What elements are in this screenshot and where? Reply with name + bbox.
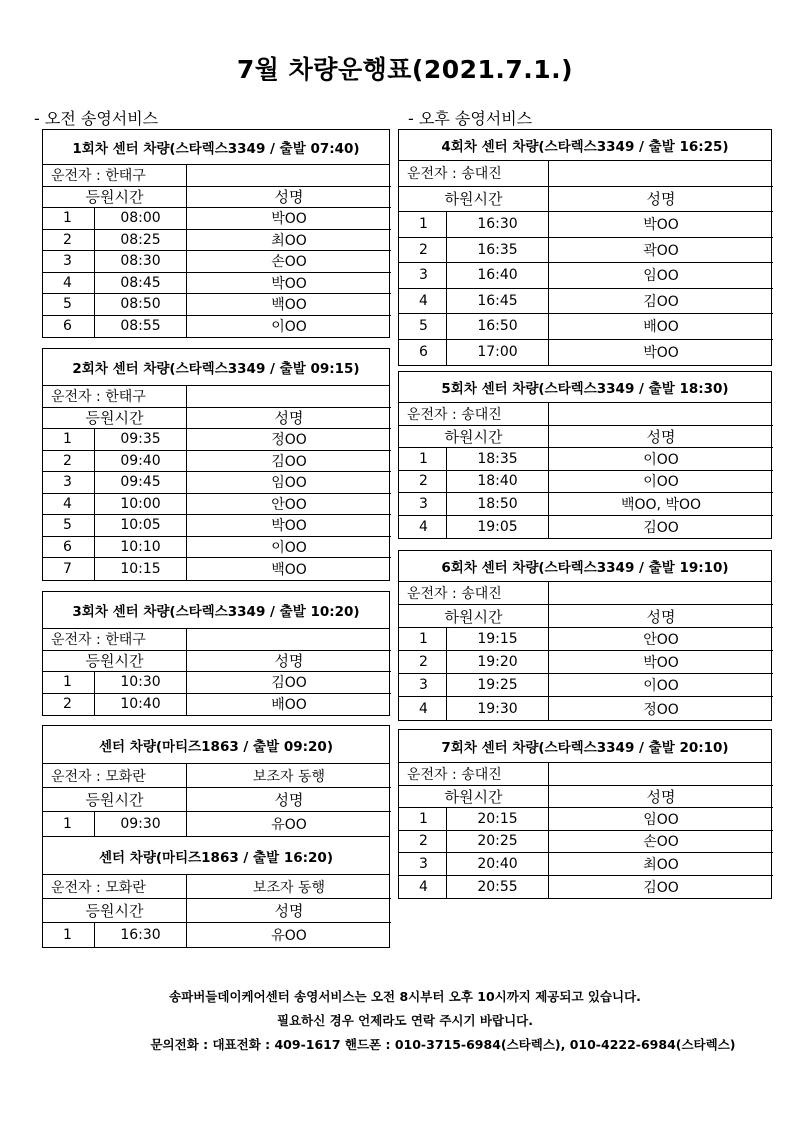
row-time: 08:45 <box>95 273 187 295</box>
table-row <box>43 273 389 295</box>
schedule-table <box>398 129 772 366</box>
row-name: 이OO <box>549 674 773 697</box>
table-row <box>399 808 771 831</box>
row-number: 3 <box>399 493 447 516</box>
row-name: 임OO <box>549 808 773 831</box>
row-time: 10:05 <box>95 515 187 537</box>
row-name: 정OO <box>187 429 391 451</box>
row-number: 4 <box>399 876 447 899</box>
schedule-title: 5회차 센터 차량(스타렉스3349 / 출발 18:30) <box>399 372 771 403</box>
row-time: 08:30 <box>95 251 187 273</box>
page-title: 7월 차량운행표(2021.7.1.) <box>236 55 574 84</box>
table-row <box>43 812 389 836</box>
row-name: 임OO <box>187 472 391 494</box>
row-time: 19:30 <box>447 697 549 720</box>
row-time: 10:30 <box>95 672 187 694</box>
row-number: 4 <box>399 697 447 720</box>
name-header: 성명 <box>549 605 773 628</box>
row-number: 4 <box>399 289 447 315</box>
row-name: 박OO <box>187 515 391 537</box>
row-name: 백OO, 박OO <box>549 493 773 516</box>
row-time: 08:25 <box>95 230 187 252</box>
table-row <box>43 672 389 694</box>
driver-name: 운전자 : 송대진 <box>399 582 549 605</box>
row-time: 18:50 <box>447 493 549 516</box>
table-row <box>399 831 771 854</box>
row-name: 유OO <box>271 817 307 833</box>
table-row <box>43 923 389 947</box>
row-number: 5 <box>43 515 95 537</box>
schedule-title: 7회차 센터 차량(스타렉스3349 / 출발 20:10) <box>399 730 771 763</box>
row-name: 이OO <box>271 319 307 336</box>
time-header: 등원시간 <box>43 408 187 430</box>
row-time: 16:40 <box>447 263 549 289</box>
footer-contact-request: 필요하신 경우 언제라도 연락 주시기 바랍니다. <box>277 1013 533 1028</box>
name-header: 성명 <box>549 786 773 809</box>
row-name: 이OO <box>187 537 391 559</box>
row-name: 손OO <box>549 831 773 854</box>
schedule-table <box>42 591 390 716</box>
row-number: 6 <box>43 537 95 559</box>
row-time: 09:35 <box>95 429 187 451</box>
schedule-table <box>42 348 390 581</box>
row-name: 최OO <box>549 853 773 876</box>
driver-name: 운전자 : 한태구 <box>43 386 187 408</box>
schedule-table <box>42 836 390 948</box>
table-row <box>43 694 389 716</box>
row-time: 20:55 <box>447 876 549 899</box>
row-time: 19:20 <box>447 651 549 674</box>
footer-phone-numbers: 문의전화 : 대표전화 : 409-1617 핸드폰 : 010-3715-6984(스타렉스), 010-4222-6984(스타렉스) <box>150 1037 736 1052</box>
schedule-title: 센터 차량(마티즈1863 / 출발 16:20) <box>43 837 389 875</box>
row-number: 1 <box>399 808 447 831</box>
row-number: 6 <box>399 340 447 366</box>
time-header: 하원시간 <box>399 426 549 449</box>
row-name: 김OO <box>643 879 679 896</box>
table-row <box>399 212 771 238</box>
table-row <box>399 651 771 674</box>
assistant-note <box>549 763 773 786</box>
row-time: 16:50 <box>447 314 549 340</box>
row-name: 박OO <box>549 651 773 674</box>
table-row <box>43 451 389 473</box>
table-row <box>399 340 771 366</box>
row-time: 09:30 <box>95 812 187 836</box>
am-section-label: - 오전 송영서비스 <box>34 109 159 128</box>
row-time: 20:15 <box>447 808 549 831</box>
assistant-note: 보조자 동행 <box>187 875 391 899</box>
time-header: 등원시간 <box>43 899 187 923</box>
row-time: 20:40 <box>447 853 549 876</box>
row-number: 1 <box>43 208 95 230</box>
row-time: 19:05 <box>447 516 549 539</box>
table-row <box>399 697 771 720</box>
row-number: 4 <box>43 273 95 295</box>
row-time: 10:00 <box>95 494 187 516</box>
schedule-table <box>398 550 772 721</box>
pm-section-label: - 오후 송영서비스 <box>408 109 533 128</box>
row-number: 1 <box>43 923 95 947</box>
row-name: 안OO <box>187 494 391 516</box>
table-row <box>43 429 389 451</box>
row-time: 16:30 <box>447 212 549 238</box>
schedule-table <box>42 725 390 837</box>
row-number: 1 <box>399 448 447 471</box>
row-number: 2 <box>43 230 95 252</box>
row-time: 18:35 <box>447 448 549 471</box>
row-name: 최OO <box>187 230 391 252</box>
row-name: 유OO <box>271 928 307 944</box>
table-row <box>399 289 771 315</box>
assistant-note <box>549 403 773 426</box>
row-time: 16:35 <box>447 238 549 264</box>
row-time: 08:00 <box>95 208 187 230</box>
time-header: 등원시간 <box>43 187 187 209</box>
time-header: 하원시간 <box>399 786 549 809</box>
assistant-note <box>187 386 391 408</box>
row-name: 김OO <box>549 289 773 315</box>
row-name: 박OO <box>549 212 773 238</box>
row-number: 1 <box>399 628 447 651</box>
table-row <box>399 263 771 289</box>
row-number: 2 <box>399 831 447 854</box>
row-number: 1 <box>43 672 95 694</box>
time-header: 하원시간 <box>399 187 549 213</box>
driver-name: 운전자 : 송대진 <box>399 403 549 426</box>
row-name: 박OO <box>643 345 679 362</box>
table-row <box>43 537 389 559</box>
row-number: 3 <box>399 853 447 876</box>
schedule-title: 2회차 센터 차량(스타렉스3349 / 출발 09:15) <box>43 349 389 386</box>
row-number: 3 <box>399 674 447 697</box>
row-time: 09:45 <box>95 472 187 494</box>
row-number: 1 <box>43 812 95 836</box>
row-name: 배OO <box>549 314 773 340</box>
row-time: 16:45 <box>447 289 549 315</box>
row-name: 김OO <box>643 519 679 536</box>
table-row <box>43 208 389 230</box>
row-name: 안OO <box>549 628 773 651</box>
table-row <box>399 448 771 471</box>
assistant-note <box>187 165 391 187</box>
name-header: 성명 <box>187 788 391 812</box>
row-number: 3 <box>43 472 95 494</box>
row-time: 17:00 <box>447 340 549 366</box>
driver-name: 운전자 : 한태구 <box>43 165 187 187</box>
schedule-title: 1회차 센터 차량(스타렉스3349 / 출발 07:40) <box>43 130 389 165</box>
table-row <box>399 238 771 264</box>
row-number: 2 <box>43 451 95 473</box>
driver-name: 운전자 : 송대진 <box>399 161 549 187</box>
row-name: 이OO <box>549 471 773 494</box>
row-number: 2 <box>43 694 95 716</box>
row-number: 7 <box>43 558 95 580</box>
row-time: 08:55 <box>95 316 187 338</box>
table-row <box>399 628 771 651</box>
schedule-title: 3회차 센터 차량(스타렉스3349 / 출발 10:20) <box>43 592 389 629</box>
schedule-title: 4회차 센터 차량(스타렉스3349 / 출발 16:25) <box>399 130 771 161</box>
table-row <box>399 876 771 899</box>
row-number: 1 <box>399 212 447 238</box>
name-header: 성명 <box>549 426 773 449</box>
assistant-note <box>187 629 391 651</box>
row-number: 4 <box>43 494 95 516</box>
table-row <box>43 472 389 494</box>
row-name: 김OO <box>187 672 391 694</box>
row-name: 백OO <box>271 561 307 578</box>
time-header: 하원시간 <box>399 605 549 628</box>
table-row <box>43 294 389 316</box>
row-time: 10:10 <box>95 537 187 559</box>
row-name: 손OO <box>187 251 391 273</box>
row-name: 김OO <box>187 451 391 473</box>
row-time: 08:50 <box>95 294 187 316</box>
row-number: 2 <box>399 471 447 494</box>
table-row <box>399 674 771 697</box>
row-time: 10:15 <box>95 558 187 580</box>
row-number: 1 <box>43 429 95 451</box>
schedule-table <box>398 371 772 539</box>
schedule-table <box>42 129 390 338</box>
schedule-title: 6회차 센터 차량(스타렉스3349 / 출발 19:10) <box>399 551 771 582</box>
table-row <box>43 515 389 537</box>
table-row <box>43 558 389 580</box>
table-row <box>399 314 771 340</box>
table-row <box>399 493 771 516</box>
schedule-table <box>398 729 772 899</box>
name-header: 성명 <box>187 899 391 923</box>
row-time: 09:40 <box>95 451 187 473</box>
row-number: 2 <box>399 651 447 674</box>
name-header: 성명 <box>187 408 391 430</box>
row-name: 배OO <box>271 697 307 714</box>
row-time: 18:40 <box>447 471 549 494</box>
row-name: 임OO <box>549 263 773 289</box>
row-number: 3 <box>43 251 95 273</box>
row-name: 박OO <box>187 273 391 295</box>
table-row <box>43 251 389 273</box>
schedule-title: 센터 차량(마티즈1863 / 출발 09:20) <box>43 726 389 764</box>
row-name: 정OO <box>643 701 679 718</box>
assistant-note <box>549 582 773 605</box>
time-header: 등원시간 <box>43 788 187 812</box>
row-time: 19:15 <box>447 628 549 651</box>
table-row <box>43 316 389 338</box>
row-time: 19:25 <box>447 674 549 697</box>
row-time: 16:30 <box>95 923 187 947</box>
row-number: 6 <box>43 316 95 338</box>
driver-name: 운전자 : 모화란 <box>43 875 187 899</box>
row-time: 20:25 <box>447 831 549 854</box>
driver-name: 운전자 : 한태구 <box>43 629 187 651</box>
table-row <box>43 230 389 252</box>
footer-service-hours: 송파버들데이케어센터 송영서비스는 오전 8시부터 오후 10시까지 제공되고 있습니다. <box>169 989 641 1004</box>
assistant-note <box>549 161 773 187</box>
row-number: 5 <box>43 294 95 316</box>
row-name: 곽OO <box>549 238 773 264</box>
name-header: 성명 <box>187 651 391 673</box>
table-row <box>399 516 771 539</box>
table-row <box>43 494 389 516</box>
row-number: 4 <box>399 516 447 539</box>
table-row <box>399 853 771 876</box>
driver-name: 운전자 : 모화란 <box>43 764 187 788</box>
row-number: 2 <box>399 238 447 264</box>
name-header: 성명 <box>549 187 773 213</box>
row-number: 5 <box>399 314 447 340</box>
row-name: 백OO <box>187 294 391 316</box>
row-name: 박OO <box>187 208 391 230</box>
row-time: 10:40 <box>95 694 187 716</box>
assistant-note: 보조자 동행 <box>187 764 391 788</box>
row-number: 3 <box>399 263 447 289</box>
driver-name: 운전자 : 송대진 <box>399 763 549 786</box>
time-header: 등원시간 <box>43 651 187 673</box>
name-header: 성명 <box>187 187 391 209</box>
table-row <box>399 471 771 494</box>
row-name: 이OO <box>549 448 773 471</box>
